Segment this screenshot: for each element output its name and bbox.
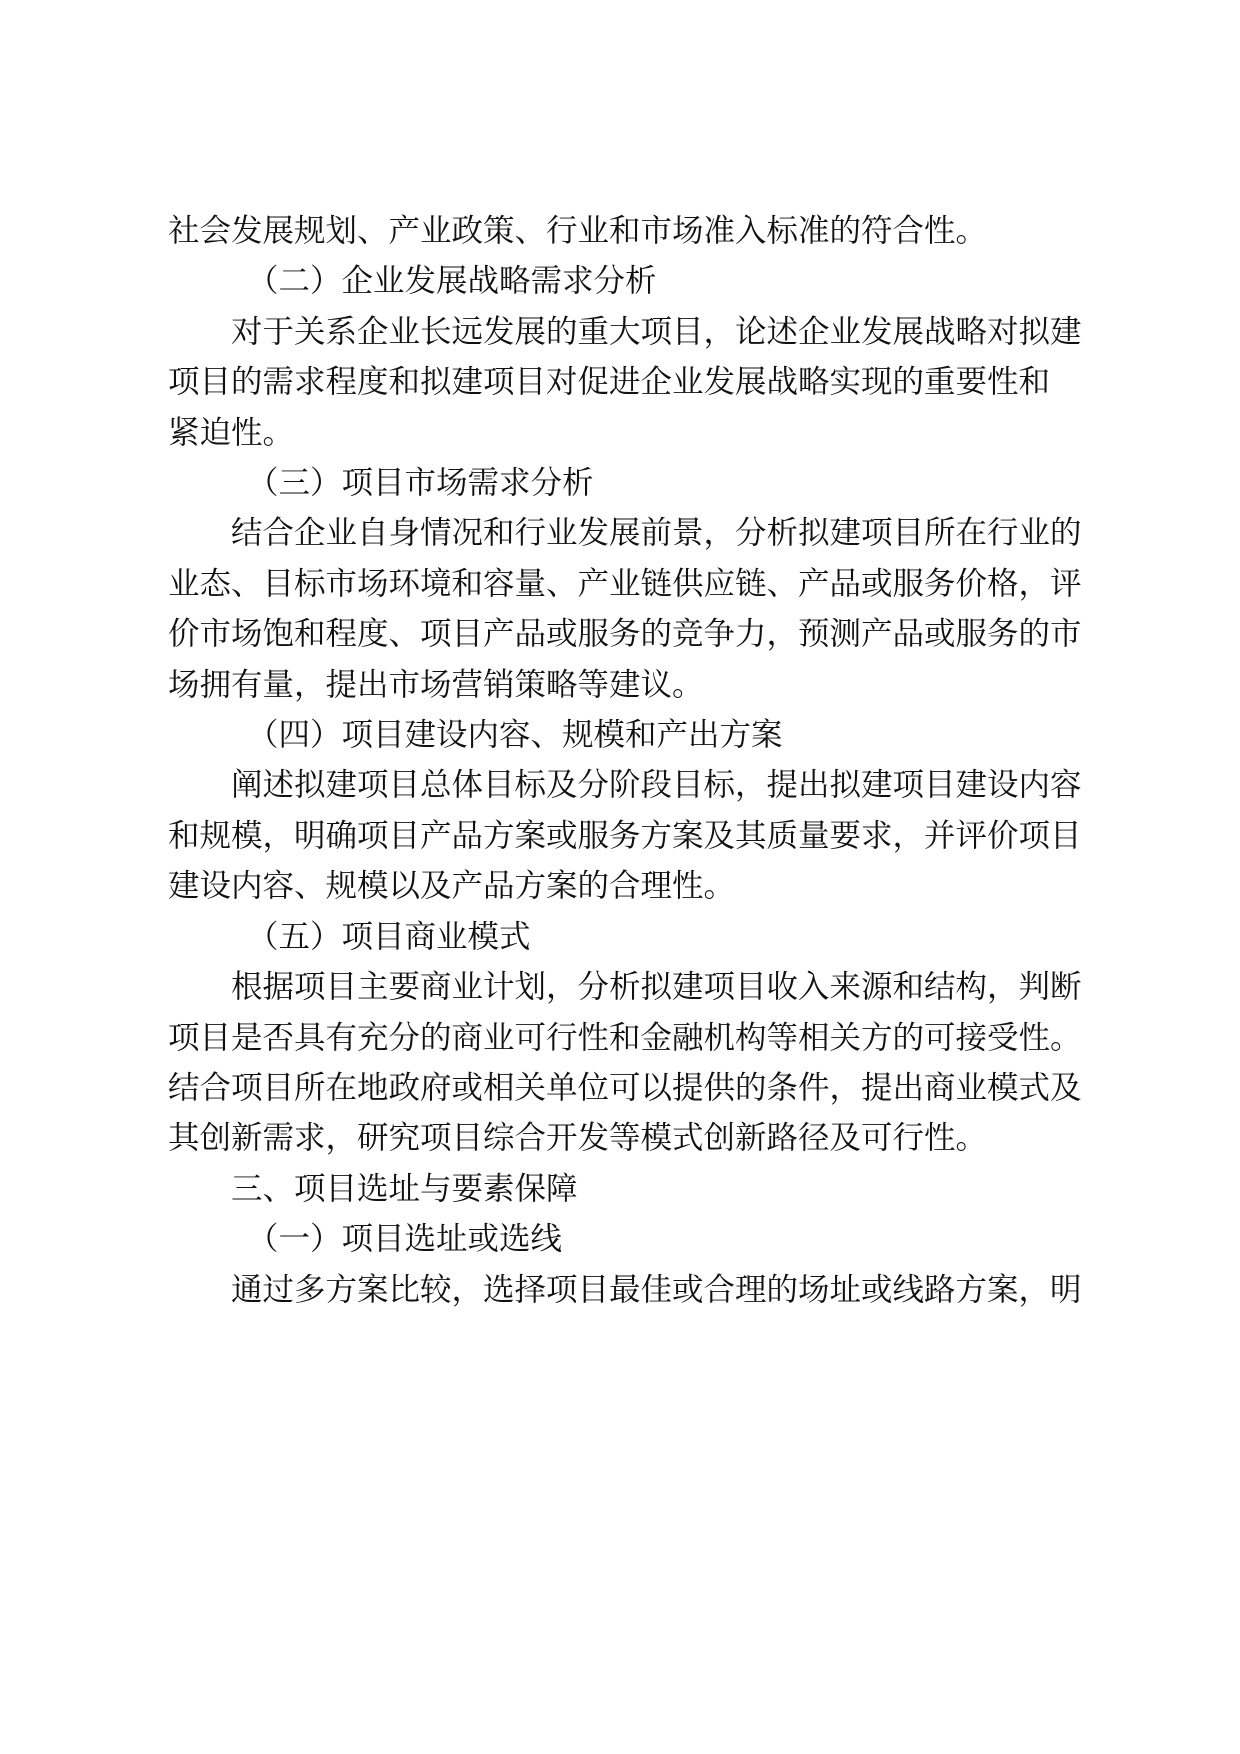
paragraph-first-line: 对于关系企业长远发展的重大项目，论述企业发展战略对拟建: [231, 313, 1082, 350]
text-line: 项目是否具有充分的商业可行性和金融机构等相关方的可接受性。: [168, 1019, 1082, 1056]
document-body: [168, 206, 1082, 1315]
subsection-heading: （一）项目选址或选线: [247, 1221, 563, 1258]
paragraph-first-line: 根据项目主要商业计划，分析拟建项目收入来源和结构，判断: [231, 969, 1082, 1006]
text-line: 和规模，明确项目产品方案或服务方案及其质量要求，并评价项目: [168, 817, 1082, 854]
text-line: 场拥有量，提出市场营销策略等建议。: [168, 666, 704, 703]
paragraph-first-line: 阐述拟建项目总体目标及分阶段目标，提出拟建项目建设内容: [231, 767, 1082, 804]
section-heading: 三、项目选址与要素保障: [231, 1170, 578, 1207]
text-line: 其创新需求，研究项目综合开发等模式创新路径及可行性。: [168, 1120, 988, 1157]
paragraph-first-line: 结合企业自身情况和行业发展前景，分析拟建项目所在行业的: [231, 515, 1082, 552]
text-line: 社会发展规划、产业政策、行业和市场准入标准的符合性。: [168, 213, 988, 249]
subsection-heading: （五）项目商业模式: [247, 918, 531, 955]
subsection-heading: （四）项目建设内容、规模和产出方案: [247, 717, 783, 754]
text-line: 业态、目标市场环境和容量、产业链供应链、产品或服务价格，评: [168, 565, 1082, 602]
text-line: 紧迫性。: [168, 414, 295, 451]
text-line: 项目的需求程度和拟建项目对促进企业发展战略实现的重要性和: [168, 364, 1051, 401]
text-line: 建设内容、规模以及产品方案的合理性。: [168, 868, 736, 905]
subsection-heading: （三）项目市场需求分析: [247, 465, 594, 502]
paragraph-first-line: 通过多方案比较，选择项目最佳或合理的场址或线路方案，明: [231, 1271, 1082, 1308]
text-line: 价市场饱和程度、项目产品或服务的竞争力，预测产品或服务的市: [168, 616, 1082, 653]
text-line: 结合项目所在地政府或相关单位可以提供的条件，提出商业模式及: [168, 1069, 1082, 1106]
subsection-heading: （二）企业发展战略需求分析: [247, 263, 657, 300]
